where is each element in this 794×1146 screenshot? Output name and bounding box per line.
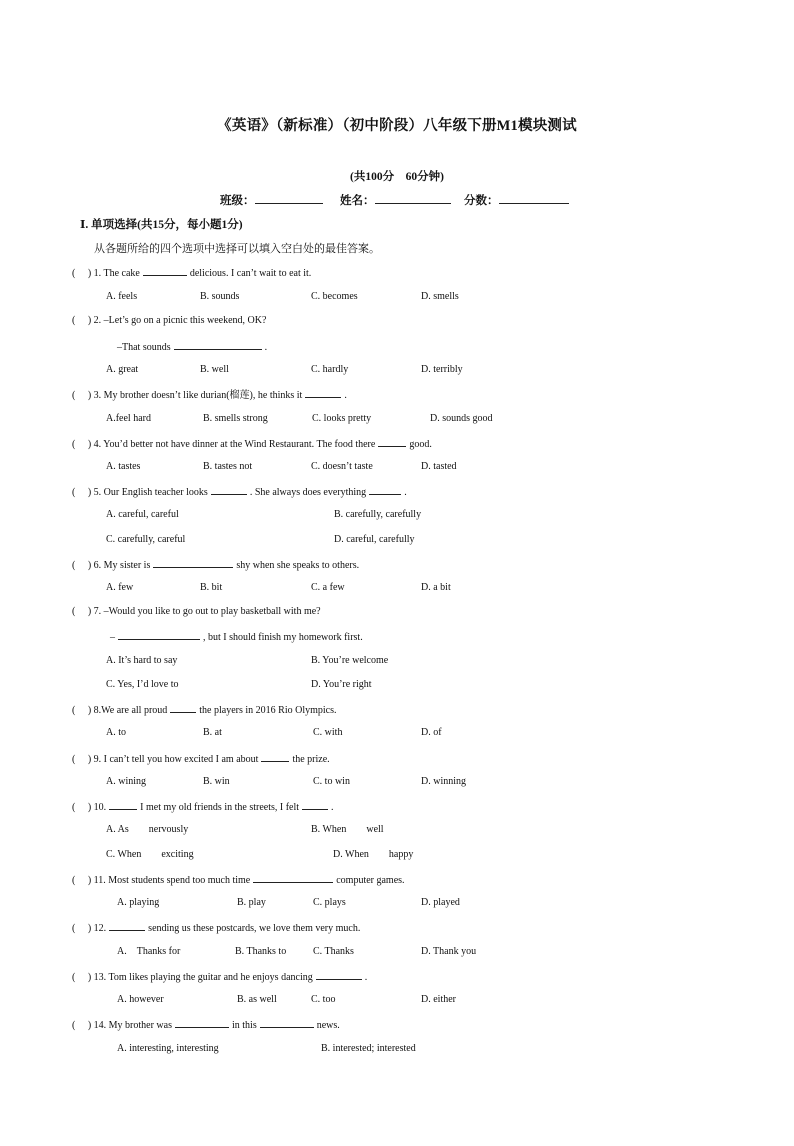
option: C. plays — [313, 897, 346, 908]
option: D. smells — [421, 291, 459, 302]
option: B. carefully, carefully — [334, 509, 422, 520]
option: C. Thanks — [313, 946, 354, 957]
option: B. When well — [311, 824, 384, 835]
question-stem: ( ) 14. My brother was — [72, 1020, 172, 1031]
option: C. to win — [313, 776, 350, 787]
option: D. a bit — [421, 582, 451, 593]
option: A. It’s hard to say — [106, 655, 178, 666]
option: B. at — [203, 727, 222, 738]
option: B. sounds — [200, 291, 240, 302]
option: B. well — [200, 364, 229, 375]
option: D. sounds good — [430, 413, 493, 424]
question-stem: computer games. — [336, 875, 405, 886]
name-label: 姓名： — [340, 195, 375, 207]
answer-blank[interactable] — [143, 266, 187, 276]
option: C. carefully, careful — [106, 534, 186, 545]
option: D. careful, carefully — [334, 534, 415, 545]
option: B. smells strong — [203, 413, 268, 424]
answer-blank[interactable] — [118, 630, 200, 640]
question-2: ( ) 2. –Let’s go on a picnic this weekend, OK? — [72, 315, 267, 326]
question-6 — [72, 558, 359, 572]
option: A.feel hard — [106, 413, 151, 424]
class-field — [220, 192, 323, 208]
question-stem: ( ) 11. Most students spend too much time — [72, 875, 251, 886]
name-blank[interactable] — [375, 194, 451, 204]
question-stem: ( ) 12. — [72, 923, 107, 934]
answer-blank[interactable] — [260, 1018, 314, 1028]
answer-blank[interactable] — [302, 800, 328, 810]
answer-blank[interactable] — [369, 485, 401, 495]
option: B. play — [237, 897, 266, 908]
option: C. hardly — [311, 364, 349, 375]
option: B. win — [203, 776, 230, 787]
class-blank[interactable] — [255, 194, 323, 204]
option: D. played — [421, 897, 460, 908]
option: A. interesting, interesting — [117, 1043, 219, 1054]
answer-blank[interactable] — [378, 437, 406, 447]
answer-blank[interactable] — [153, 558, 233, 568]
option: B. Thanks to — [235, 946, 287, 957]
answer-blank[interactable] — [316, 970, 362, 980]
question-stem: . — [344, 390, 347, 401]
score-field — [464, 192, 569, 208]
option: B. You’re welcome — [311, 655, 389, 666]
question-7: ( ) 7. –Would you like to go out to play basketball with me? — [72, 606, 321, 617]
option: C. too — [311, 994, 336, 1005]
answer-blank[interactable] — [174, 340, 262, 350]
option: A. Thanks for — [117, 946, 181, 957]
question-stem: ( ) 8.We are all proud — [72, 705, 168, 716]
question-stem: the players in 2016 Rio Olympics. — [199, 705, 337, 716]
option: C. with — [313, 727, 343, 738]
question-stem: ( ) 10. — [72, 802, 107, 813]
option: A. wining — [106, 776, 146, 787]
question-stem: ( ) 9. I can’t tell you how excited I am about — [72, 754, 259, 765]
question-2-reply — [117, 340, 267, 354]
option: D. either — [421, 994, 456, 1005]
option: B. tastes not — [203, 461, 253, 472]
option: C. looks pretty — [312, 413, 372, 424]
option: C. When exciting — [106, 849, 194, 860]
question-stem: . — [331, 802, 334, 813]
question-stem: , but I should finish my homework first. — [203, 632, 363, 643]
option: A. feels — [106, 291, 138, 302]
section-instruction: 从各题所给的四个选项中选择可以填入空白处的最佳答案。 — [94, 243, 380, 255]
option: B. bit — [200, 582, 223, 593]
option: A. few — [106, 582, 134, 593]
question-stem: delicious. I can’t wait to eat it. — [189, 268, 312, 279]
option: D. of — [421, 727, 442, 738]
class-label: 班级： — [220, 195, 255, 207]
question-stem: good. — [409, 439, 432, 450]
option: D. Thank you — [421, 946, 477, 957]
question-stem: news. — [316, 1020, 340, 1031]
option: C. doesn’t taste — [311, 461, 373, 472]
option: C. Yes, I’d love to — [106, 679, 179, 690]
question-stem: in this — [231, 1020, 257, 1031]
question-7-reply — [110, 630, 363, 644]
question-11 — [72, 873, 405, 887]
question-stem: ( ) 1. The cake — [72, 268, 140, 279]
option: D. You’re right — [311, 679, 372, 690]
score-blank[interactable] — [499, 194, 569, 204]
question-stem: ( ) 5. Our English teacher looks — [72, 487, 208, 498]
option: A. however — [117, 994, 164, 1005]
question-stem: – — [110, 632, 115, 643]
question-stem: shy when she speaks to others. — [236, 560, 360, 571]
question-10 — [72, 800, 334, 814]
question-stem: I met my old friends in the streets, I felt — [140, 802, 300, 813]
question-stem: the prize. — [292, 754, 330, 765]
option: C. becomes — [311, 291, 358, 302]
question-14 — [72, 1018, 340, 1032]
question-8 — [72, 703, 337, 717]
answer-blank[interactable] — [261, 752, 289, 762]
answer-blank[interactable] — [211, 485, 247, 495]
question-9 — [72, 752, 330, 766]
exam-duration: (共100分 60分钟) — [350, 171, 444, 183]
question-stem: . — [404, 487, 407, 498]
question-3 — [72, 388, 347, 402]
answer-blank[interactable] — [170, 703, 196, 713]
option: D. winning — [421, 776, 466, 787]
option: A. playing — [117, 897, 160, 908]
option: C. a few — [311, 582, 345, 593]
question-5 — [72, 485, 407, 499]
section-heading: Ⅰ. 单项选择(共15分，每小题1分) — [80, 219, 243, 231]
answer-blank[interactable] — [109, 800, 137, 810]
answer-blank[interactable] — [175, 1018, 229, 1028]
page-title: 《英语》（新标准）（初中阶段）八年级下册M1模块测试 — [217, 118, 577, 134]
option: A. careful, careful — [106, 509, 179, 520]
option: A. great — [106, 364, 139, 375]
name-field — [340, 192, 451, 208]
option: B. interested; interested — [321, 1043, 416, 1054]
option: A. to — [106, 727, 126, 738]
answer-blank[interactable] — [109, 921, 145, 931]
question-stem: ( ) 3. My brother doesn’t like durian(榴莲), he thinks it — [72, 390, 303, 401]
option: D. When happy — [333, 849, 414, 860]
question-13 — [72, 970, 367, 984]
question-stem: ( ) 4. You’d better not have dinner at the Wind Restaurant. The food there — [72, 439, 376, 450]
answer-blank[interactable] — [253, 873, 333, 883]
question-12 — [72, 921, 360, 935]
question-4 — [72, 437, 432, 451]
question-stem: ( ) 13. Tom likes playing the guitar and he enjoys dancing — [72, 972, 313, 983]
score-label: 分数： — [464, 195, 499, 207]
option: B. as well — [237, 994, 277, 1005]
question-stem: . — [364, 972, 368, 983]
question-stem: . She always does everything — [249, 487, 367, 498]
question-stem: sending us these postcards, we love them very much. — [148, 923, 361, 934]
answer-blank[interactable] — [305, 388, 341, 398]
option: D. terribly — [421, 364, 463, 375]
option: A. tastes — [106, 461, 141, 472]
question-stem: –That sounds — [117, 342, 171, 353]
option: D. tasted — [421, 461, 457, 472]
question-1 — [72, 266, 311, 280]
question-stem: ( ) 6. My sister is — [72, 560, 151, 571]
question-stem: . — [264, 342, 268, 353]
option: A. As nervously — [106, 824, 189, 835]
